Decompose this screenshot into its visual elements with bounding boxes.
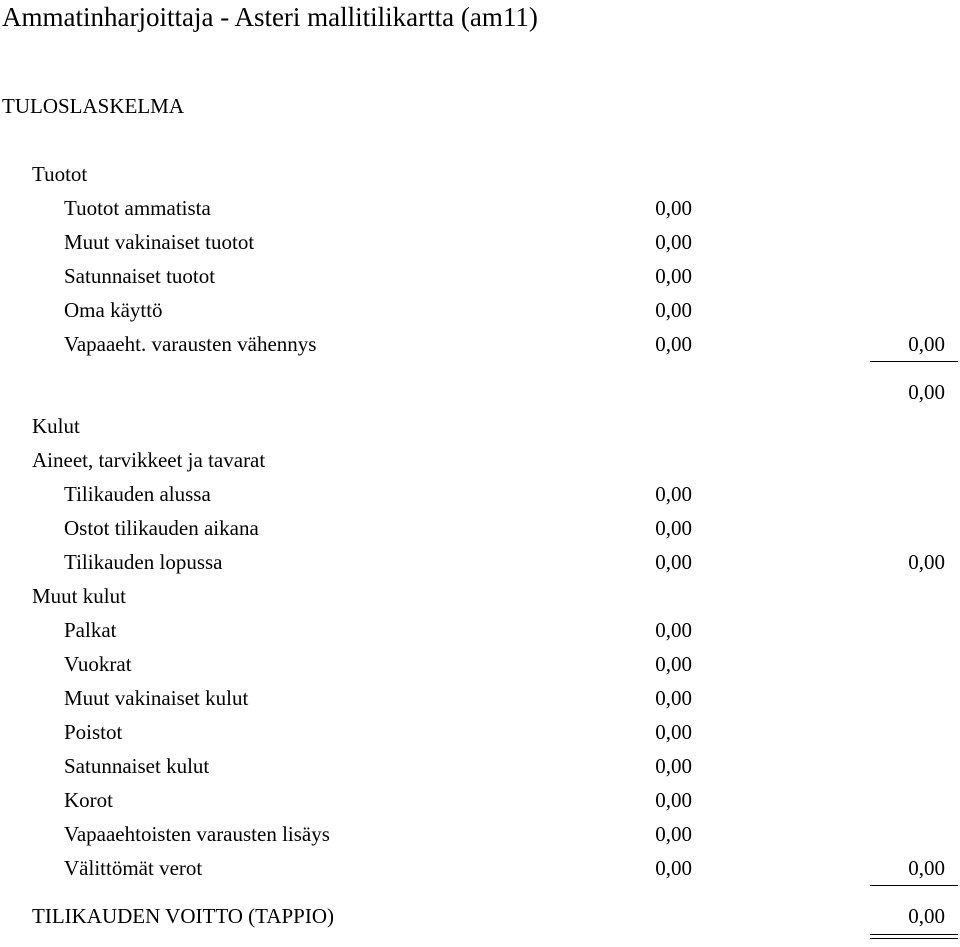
total-rule [870, 361, 958, 362]
row-label: Tilikauden alussa [64, 482, 211, 506]
row-label: Vapaaehtoisten varausten lisäys [64, 822, 330, 846]
row-label: Palkat [64, 618, 117, 642]
row-label: Muut vakinaiset kulut [64, 686, 249, 710]
row-value: 0,00 [655, 686, 692, 710]
row-label: Välittömät verot [64, 856, 203, 880]
row-label: Muut vakinaiset tuotot [64, 230, 255, 254]
row-value: 0,00 [655, 516, 692, 540]
tuotot-sum: 0,00 [908, 380, 945, 404]
row-value: 0,00 [655, 550, 692, 574]
subsection-label-aineet: Aineet, tarvikkeet ja tavarat [32, 448, 266, 472]
row-label: Ostot tilikauden aikana [64, 516, 259, 540]
row-total: 0,00 [908, 332, 945, 356]
row-label: Oma käyttö [64, 298, 163, 322]
row-value: 0,00 [655, 822, 692, 846]
report-heading: TULOSLASKELMA [2, 94, 184, 118]
row-total: 0,00 [908, 550, 945, 574]
row-label: Satunnaiset tuotot [64, 264, 216, 288]
row-value: 0,00 [655, 652, 692, 676]
double-rule-bottom [870, 938, 958, 939]
row-label: Tilikauden lopussa [64, 550, 223, 574]
report-title: Ammatinharjoittaja - Asteri mallitilikartta (am11) [2, 2, 538, 32]
row-label: Vapaaeht. varausten vähennys [64, 332, 317, 356]
row-label: Poistot [64, 720, 123, 744]
row-value: 0,00 [655, 720, 692, 744]
total-rule [870, 885, 958, 886]
row-value: 0,00 [655, 618, 692, 642]
row-value: 0,00 [655, 754, 692, 778]
subsection-label-muut-kulut: Muut kulut [32, 584, 126, 608]
section-label-tuotot: Tuotot [32, 162, 88, 186]
row-value: 0,00 [655, 482, 692, 506]
row-value: 0,00 [655, 230, 692, 254]
row-label: Satunnaiset kulut [64, 754, 210, 778]
row-label: Korot [64, 788, 113, 812]
row-value: 0,00 [655, 856, 692, 880]
row-value: 0,00 [655, 196, 692, 220]
result-value: 0,00 [908, 904, 945, 928]
double-rule-top [870, 934, 958, 935]
result-label: TILIKAUDEN VOITTO (TAPPIO) [32, 904, 334, 928]
row-value: 0,00 [655, 298, 692, 322]
row-total: 0,00 [908, 856, 945, 880]
row-label: Tuotot ammatista [64, 196, 211, 220]
row-value: 0,00 [655, 264, 692, 288]
row-value: 0,00 [655, 788, 692, 812]
row-value: 0,00 [655, 332, 692, 356]
row-label: Vuokrat [64, 652, 132, 676]
section-label-kulut: Kulut [32, 414, 80, 438]
